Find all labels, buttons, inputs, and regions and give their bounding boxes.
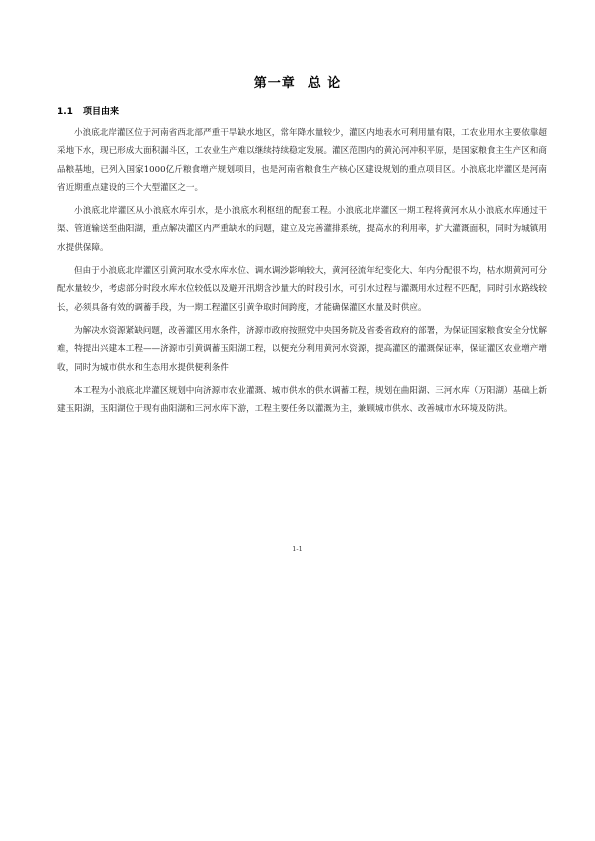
body-text bbox=[57, 124, 547, 423]
page-number: 1-1 bbox=[292, 545, 303, 553]
section-number: 1.1 bbox=[57, 107, 73, 117]
paragraph: 小浪底北岸灌区位于河南省西北部严重干旱缺水地区，常年降水量较少，灌区内地表水可利用量有限，工农业用水主要依靠超采地下水，现已形成大面积漏斗区，工农业生产难以继续持续稳定发展。灌区范围内的黄沁河冲积平原，是国家粮食主生产区和商品粮基地，已列入国家1000亿斤粮食增产规划项目，也是河南省粮食生产核心区建设规划的重点项目区。小浪底北岸灌区是河南省近期重点建设的三个大型灌区之一。 bbox=[57, 128, 547, 193]
paragraph: 为解决水资源紧缺问题，改善灌区用水条件，济源市政府按照党中央国务院及省委省政府的部署，为保证国家粮食安全分忧解难，特提出兴建本工程——济源市引黄调蓄玉阳湖工程，以便充分利用黄河水资源，提高灌区的灌溉保证率，保证灌区农业增产增收，同时为城市供水和生态用水提供便利条件 bbox=[57, 325, 547, 373]
chapter-name: 总 论 bbox=[307, 76, 342, 91]
section-title: 项目由来 bbox=[82, 107, 119, 117]
paragraph: 但由于小浪底北岸灌区引黄河取水受水库水位、调水调沙影响较大，黄河径流年纪变化大、年内分配很不均，枯水期黄河可分配水量较少，考虑部分时段水库水位较低以及避开汛期含沙量大的时段引水，可引水过程与灌溉用水过程不匹配，同时引水路线较长，必须具备有效的调蓄手段，为一期工程灌区引黄争取时间跨度，才能确保灌区水量及时供应。 bbox=[57, 266, 547, 313]
chapter-number: 第一章 bbox=[253, 76, 296, 91]
paragraph: 小浪底北岸灌区从小浪底水库引水，是小浪底水利枢纽的配套工程。小浪底北岸灌区一期工程将黄河水从小浪底水库通过干渠、管道输送至曲阳湖，重点解决灌区内严重缺水的问题，建立及完善灌排系统，提高水的利用率，扩大灌溉面积，同时为城镇用水提供保障。 bbox=[57, 206, 547, 253]
chapter-title bbox=[0, 72, 595, 91]
section-heading bbox=[57, 104, 119, 117]
paragraph: 本工程为小浪底北岸灌区规划中向济源市农业灌溉、城市供水的供水调蓄工程，规划在曲阳湖、三河水库（万阳湖）基础上新建玉阳湖，玉阳湖位于现有曲阳湖和三河水库下游，工程主要任务以灌溉为主，兼顾城市供水、改善城市水环境及防洪。 bbox=[57, 385, 547, 415]
